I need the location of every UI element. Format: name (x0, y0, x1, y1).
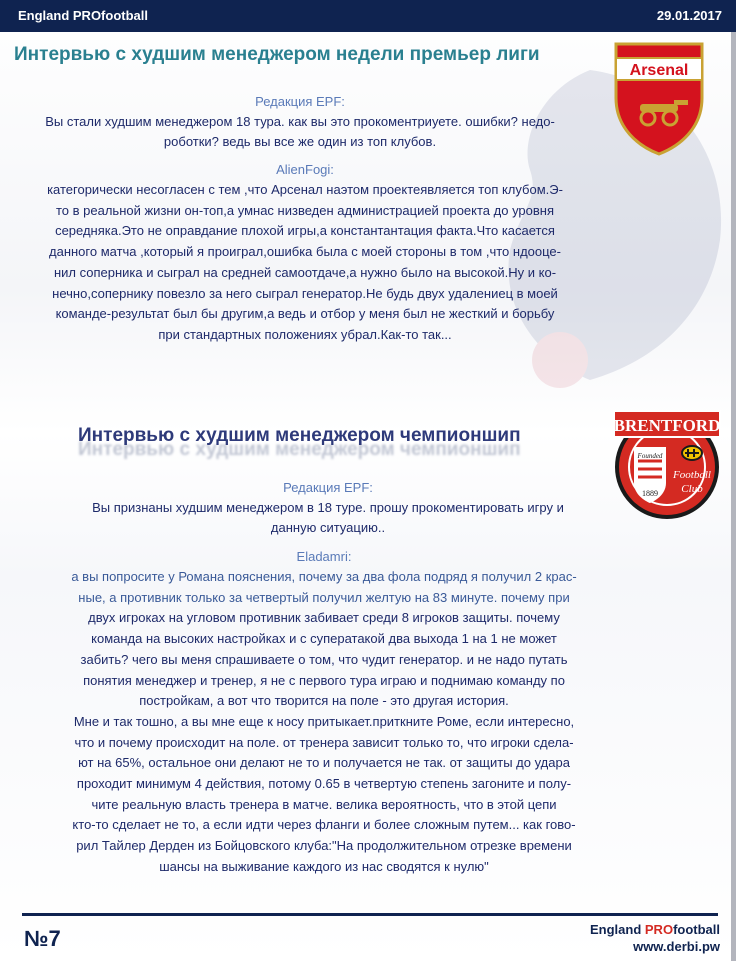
answer-line: забить? чего вы меня спрашиваете о том, что чудит генератор. и не надо путать (80, 651, 568, 667)
interview2-title: Интервью с худшим менеджером чемпионшип (78, 425, 521, 446)
answer-line: постройкам, а вот что творится на поле - это другая история. (139, 693, 509, 709)
header-bar (0, 0, 736, 32)
answer-line: то в реальной жизни он-топ,а умнас низведен администрацией проекта до уровня (55, 202, 555, 218)
brentford-crest-name: BRENTFORD (613, 416, 721, 435)
answer-line: проходит минимум 4 действия, потому 0.65 в четвертую степень загоните и полу- (76, 776, 572, 792)
answer-line: команда на высоких настройках и с суператакой два выхода 1 на 1 не может (91, 631, 557, 647)
brentford-crest-founded: Founded (637, 452, 663, 460)
header-brand: England PROfootball (18, 8, 148, 23)
arsenal-crest-icon (612, 40, 706, 156)
answer-line: при стандартных положениях убрал.Как-то так... (158, 326, 452, 342)
answer-line: понятия менеджер и тренер, я не с первого тура играю и поднимаю команду по (83, 672, 565, 688)
answer-line: чите реальную власть тренера в матче. велика вероятность, что в этой цепи (91, 796, 557, 812)
arsenal-crest-text: Arsenal (629, 62, 689, 79)
brentford-crest-year: 1889 (642, 489, 658, 498)
interview1-question (10, 92, 590, 152)
answer-line: рил Тайлер Дерден из Бойцовского клуба:"На продолжительном отрезке времени (76, 838, 572, 854)
question-line: Вы стали худшим менеджером 18 тура. как вы это прокоментриуете. ошибки? недо- (45, 114, 555, 129)
answer-line: Мне и так тошно, а вы мне еще к носу притыкает.приткните Роме, если интересно, (73, 713, 575, 729)
interview1-title: Интервью с худшим менеджером недели премьер лиги (14, 44, 540, 65)
footer-brand (590, 921, 720, 955)
interview1-answer (10, 160, 600, 346)
answer-line: данного матча ,который я проиграл,ошибка была с моей стороны в том ,что ндооце- (49, 244, 561, 260)
answer-line: двух игроках на угловом противник забивает среди 8 игроков защиты. почему (88, 610, 560, 626)
answer-line: шансы на выживание каждого из нас сводятся к нулю" (159, 858, 489, 874)
footer-brand-end: football (673, 922, 720, 937)
brentford-crest-line2: Club (681, 483, 703, 495)
footer-brand-plain: England (590, 922, 645, 937)
page-number: №7 (24, 926, 61, 951)
answer-line: середняка.Это не оправдание плохой игры,а константантация факта.Что касается (55, 223, 555, 239)
interview1-question-label: Редакция EPF: (255, 94, 345, 109)
question-line: Вы признаны худшим менеджером в 18 туре. прошу прокоментировать игру и (92, 500, 564, 515)
answer-line: кто-то сделает не то, а если идти через фланги и более сложным путем... как гово- (72, 817, 576, 833)
answer-line: нил соперника и сыграл на средней самоотдаче,а нужно было на высокой.Ну и ко- (53, 264, 557, 280)
footer-site[interactable]: www.derbi.pw (633, 939, 720, 954)
footer-divider (22, 913, 718, 916)
answer-line: нечно,сопернику повезло за него сыграл генератор.Не будь двух удалениeц в моей (52, 285, 558, 301)
interview2-answer-label: Eladamri: (296, 549, 352, 564)
answer-line: команде-результат был бы другим,а ведь и отбор у меня был не жесткий и борьбу (55, 306, 555, 322)
header-date: 29.01.2017 (656, 8, 722, 23)
question-line: роботки? ведь вы все же один из топ клубов. (163, 134, 437, 149)
interview2-answer (6, 547, 642, 878)
answer-line: категорически несогласен с тем ,что Арсенал наэтом проектеявляется топ клубом.Э- (47, 182, 563, 197)
interview2-question-label: Редакция EPF: (283, 480, 373, 495)
answer-line: ные, а противник только за четвертый получил желтую на 83 минуте. почему при (78, 589, 570, 605)
answer-line: а вы попросите у Романа пояснения, почему за два фола подряд я получил 2 крас- (71, 569, 577, 584)
interview1-answer-label: AlienFogi: (276, 162, 334, 177)
answer-line: что и почему происходит на поле. от тренера зависит только то, что игроки сдела- (74, 734, 574, 750)
interview2-question (10, 478, 646, 538)
answer-line: ют на 65%, остальное они делают не то и получается не так. от защиты до удара (78, 755, 570, 771)
footer-brand-accent: PRO (644, 922, 674, 937)
brentford-crest-line1: Football (673, 469, 711, 481)
footer-brand-name (590, 921, 720, 938)
question-line: данную ситуацию.. (270, 520, 386, 535)
arsenal-crest (612, 40, 706, 156)
